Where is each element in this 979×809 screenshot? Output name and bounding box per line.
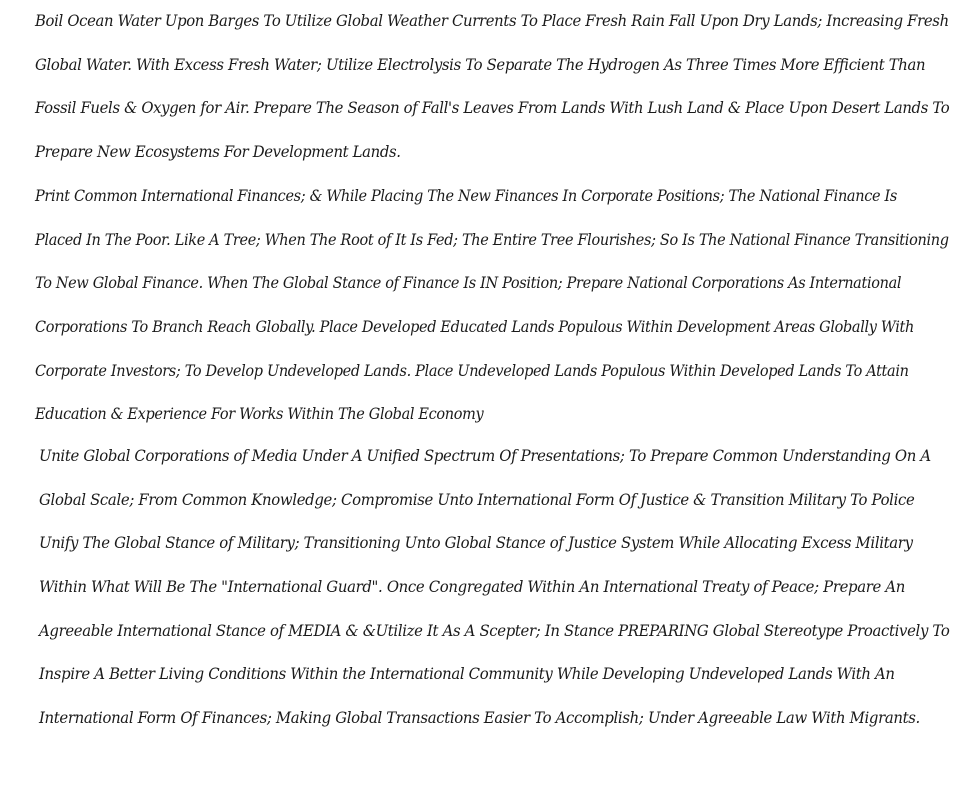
text-line: Corporations To Branch Reach Globally. Place Developed Educated Lands Populous Within Development Areas Globally With xyxy=(35,318,914,337)
text-line: To New Global Finance. When The Global Stance of Finance Is IN Position; Prepare National Corporations As International xyxy=(35,274,902,293)
text-line: Corporate Investors; To Develop Undeveloped Lands. Place Undeveloped Lands Populous Within Developed Lands To Attain xyxy=(35,361,909,380)
text-line: Prepare New Ecosystems For Development Lands. xyxy=(35,143,401,162)
text-line: Boil Ocean Water Upon Barges To Utilize Global Weather Currents To Place Fresh Rain Fall Upon Dry Lands; Increasing Fresh xyxy=(35,12,949,30)
text-line: Global Water. With Excess Fresh Water; Utilize Electrolysis To Separate The Hydrogen As Three Times More Efficient Than xyxy=(35,55,926,74)
text-line: Global Scale; From Common Knowledge; Compromise Unto International Form Of Justice & Transition Military To Police xyxy=(39,490,915,509)
text-line: Within What Will Be The "International Guard". Once Congregated Within An International Treaty of Peace; Prepare An xyxy=(39,578,906,597)
text-line: Education & Experience For Works Within The Global Economy xyxy=(35,405,484,424)
paragraph-global-finance xyxy=(35,186,979,448)
paragraph-water-ecosystems xyxy=(35,11,979,186)
text-line: Unify The Global Stance of Military; Transitioning Unto Global Stance of Justice System While Allocating Excess Military xyxy=(39,534,913,553)
text-line: Agreeable International Stance of MEDIA & &Utilize It As A Scepter; In Stance PREPARING Global Stereotype Proactively To xyxy=(39,621,950,640)
text-line: Inspire A Better Living Conditions Within the International Community While Developing Undeveloped Lands With An xyxy=(39,665,895,684)
text-line: Fossil Fuels & Oxygen for Air. Prepare The Season of Fall's Leaves From Lands With Lush Land & Place Upon Desert Lands To xyxy=(35,99,950,118)
paragraph-media-justice xyxy=(39,446,979,752)
text-line: Unite Global Corporations of Media Under A Unified Spectrum Of Presentations; To Prepare Common Understanding On A xyxy=(39,447,931,465)
text-line: Placed In The Poor. Like A Tree; When The Root of It Is Fed; The Entire Tree Flourishes; So Is The National Finance Transitioning xyxy=(35,230,949,249)
text-line: Print Common International Finances; & While Placing The New Finances In Corporate Positions; The National Finance Is xyxy=(35,187,897,205)
text-line: International Form Of Finances; Making Global Transactions Easier To Accomplish; Under Agreeable Law With Migrants. xyxy=(39,709,920,728)
